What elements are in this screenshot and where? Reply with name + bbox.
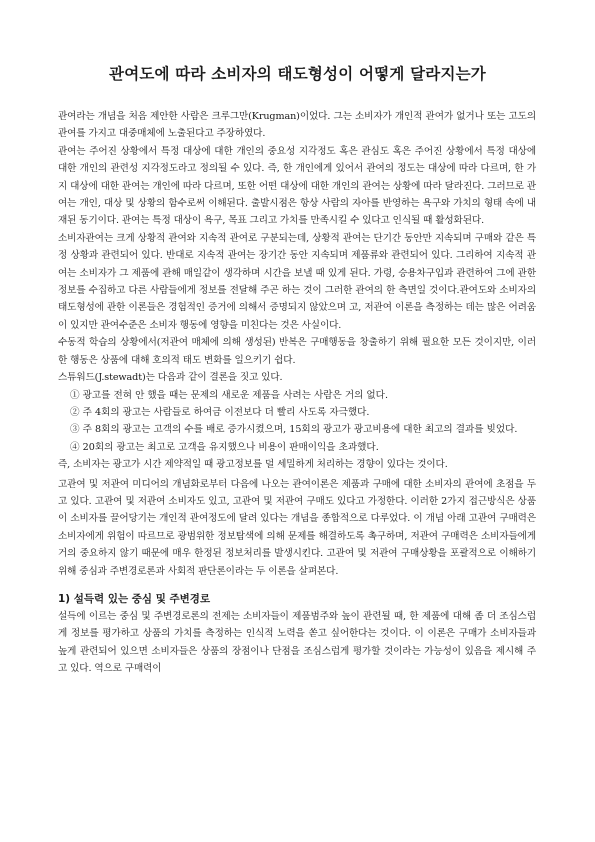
paragraph-central-peripheral: 설득에 이르는 중심 및 주변경로론의 전제는 소비자들이 제품범주와 높이 관련될 때, 한 제품에 대해 좀 더 조심스럽게 정보를 평가하고 상품의 가치를 측정하는 인식적 노력을 쏟고 싶어한다는 것이다. 이 이론은 구매가 소비자들과 높게 관련되어 있으면 소비자들은 상품의 장점이나 단점을 조심스럽게 평가할 것이라는 가능성이 있음을 제시해 주고 있다. 역으로 구매력이: [58, 610, 536, 675]
document-body: [58, 108, 536, 678]
page-title: 관여도에 따라 소비자의 태도형성이 어떻게 달라지는가: [109, 65, 486, 83]
list-item: ④ 20회의 광고는 최고로 고객을 유지했으나 비용이 판매이익을 초과했다.: [70, 441, 379, 453]
paragraph-involvement-types: 소비자관여는 크게 상황적 관여와 지속적 관여로 구분되는데, 상황적 관여는 단기간 동안만 지속되며 구매와 같은 특정 상황과 관련되어 있다. 반대로 지속적 관여는 장기간 동안 지속되며 제품류와 관련되어 있다. 그리하여 지속적 관여는 소비자가 그 제품에 관해 매일같이 생각하며 시간을 보낼 때 있게 된다. 가령, 승용차구입과 관련하여 그에 관한 정보를 수집하고 다른 사람들에게 정보를 전달해 주곤 하는 것이 그러한 관여의 한 측면일 것이다.관여도와 소비자의 태도형성에 관한 이론들은 경험적인 증거에 의해서 증명되지 않았으며 고, 저관여 이론을 측정하는 데는 많은 어려움이 있지만 관여수준은 소비자 행동에 영향을 미친다는 것은 사실이다.: [58, 232, 536, 331]
list-item: ③ 주 8회의 광고는 고객의 수를 배로 증가시켰으며, 15회의 광고가 광고비용에 대한 최고의 결과를 빚었다.: [70, 424, 518, 436]
paragraph-passive-learning: 수동적 학습의 상황에서(저관여 매체에 의해 생성된) 반복은 구매행동을 창출하기 위해 필요한 모든 것이지만, 이러한 행동은 상품에 대해 호의적 태도 변화를 일으키기 쉽다.: [58, 337, 536, 366]
paragraph-intro: 관여라는 개념을 처음 제안한 사람은 크루그만(Krugman)이었다. 그는 소비자가 개인적 관여가 없거나 또는 고도의 관여를 가지고 대중매체에 노출된다고 주장하였다.: [58, 111, 536, 140]
paragraph-conclusion: 즉, 소비자는 광고가 시간 제약적일 때 광고정보를 덜 세밀하게 처리하는 경향이 있다는 것이다.: [58, 459, 448, 471]
section-heading: 1) 설득력 있는 중심 및 주변경로: [58, 592, 211, 605]
paragraph-stewart: 스튜워드(J.stewadt)는 다음과 같이 결론을 짓고 있다.: [58, 372, 283, 384]
paragraph-high-low-involvement: 고관여 및 저관여 미디어의 개념화로부터 다음에 나오는 관여이론은 제품과 구매에 대한 소비자의 관여에 초점을 두고 있다. 고관여 및 저관여 소비자도 있고, 고관여 및 저관여 구매도 있다고 가정한다. 이러한 2가지 접근방식은 상품이 소비자를 끌어당기는 개인적 관여정도에 달려 있다는 개념을 종합적으로 다루었다. 이 개념 아래 고관여 구매력은 소비자에게 위험이 따르므로 광범위한 정보탐색에 의해 문제를 해결하도록 촉구하며, 저관여 구매력은 소비자들에게 거의 중요하지 않기 때문에 매우 한정된 정보처리를 발생시킨다. 고관여 및 저관여 구매상황을 포괄적으로 이해하기 위해 중심과 주변경로론과 사회적 판단론이라는 두 이론을 살펴본다.: [58, 478, 536, 577]
list-item: ② 주 4회의 광고는 사람들로 하여금 이전보다 더 빨리 사도록 자극했다.: [70, 406, 370, 418]
paragraph-definition: 관여는 주어진 상황에서 특정 대상에 대한 개인의 중요성 지각정도 혹은 관심도 혹은 주어진 상황에서 특정 대상에 대한 개인의 관련성 지각정도라고 정의될 수 있다. 즉, 한 개인에게 있어서 관여의 정도는 대상에 따라 다르며, 한 가지 대상에 대한 관여는 개인에 따라 다르며, 또한 어떤 대상에 대한 개인의 관여는 상황에 따라 달라진다. 그러므로 관여는 개인, 대상 및 상황의 함수로써 이해된다. 출발시점은 항상 사람의 자아를 반영하는 욕구와 가치의 형태 속에 내재된 동기이다. 관여는 특정 대상이 욕구, 목표 그리고 가치를 만족시킬 수 있다고 인식될 때 활성화된다.: [58, 145, 536, 227]
list-item: ① 광고를 전혀 안 했을 때는 문제의 새로운 제품을 사려는 사람은 거의 없다.: [70, 389, 388, 401]
